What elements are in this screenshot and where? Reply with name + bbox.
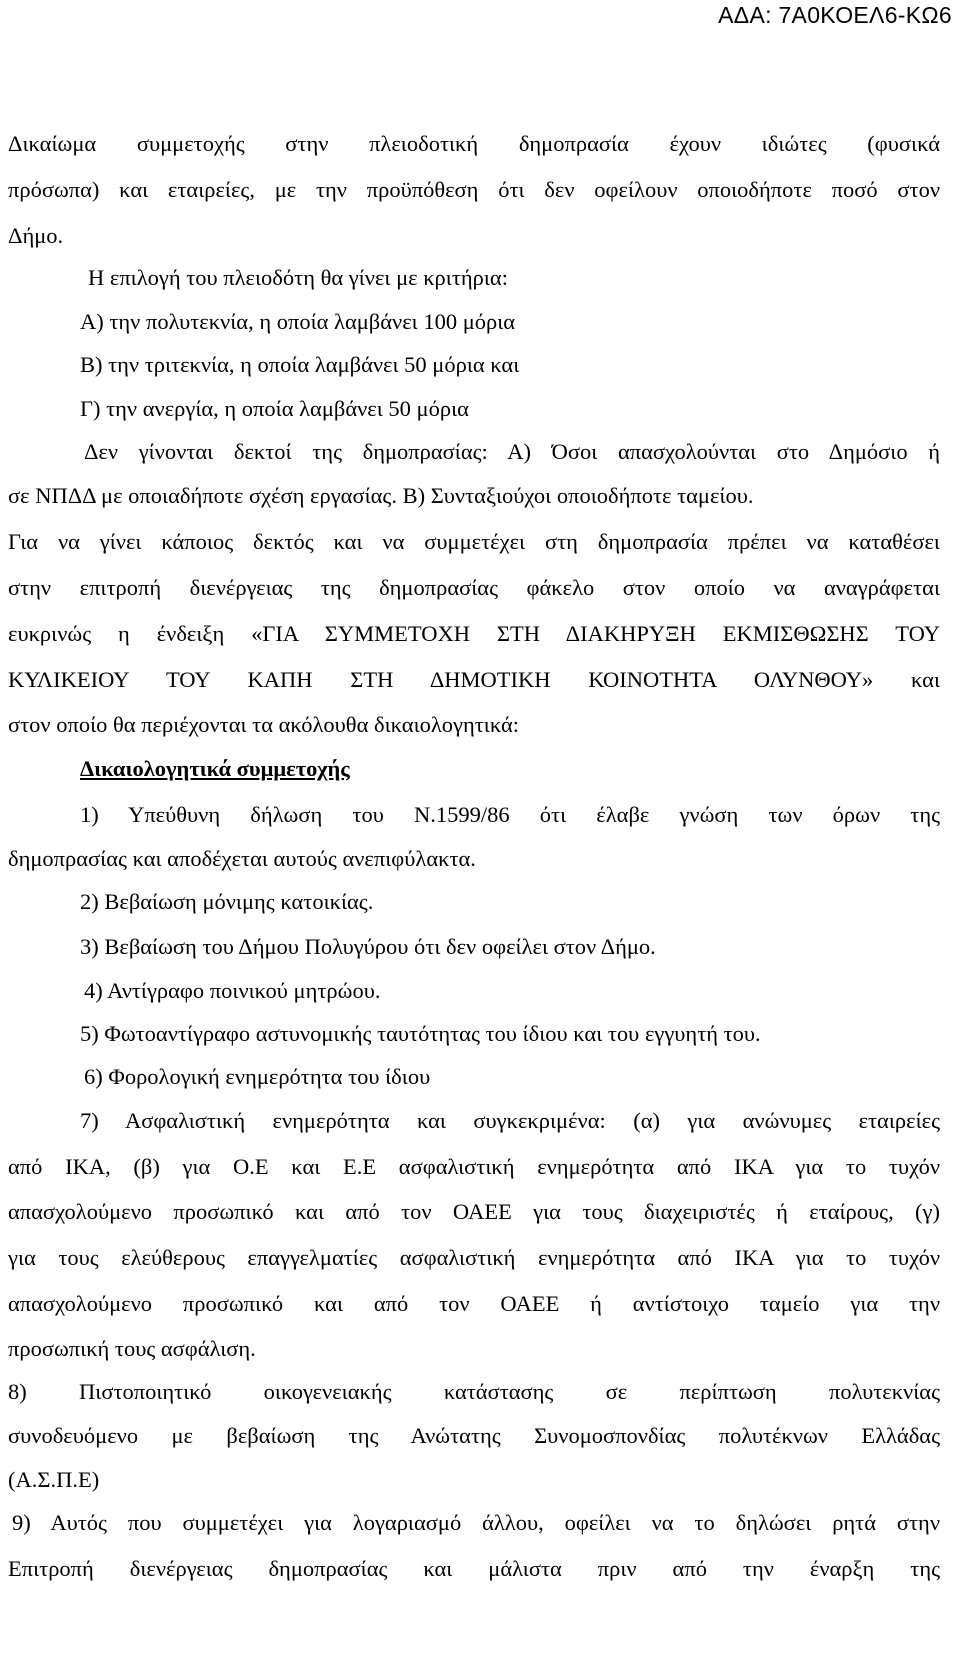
text-line: πρόσωπα) και εταιρείες, με την προϋπόθεση ότι δεν οφείλουν οποιοδήποτε ποσό στον: [8, 177, 940, 202]
text-line: συνοδευόμενο με βεβαίωση της Ανώτατης Συνομοσπονδίας πολυτέκνων Ελλάδας: [8, 1423, 940, 1448]
text-line: 4) Αντίγραφο ποινικού μητρώου.: [84, 978, 381, 1003]
text-line: στον οποίο θα περιέχονται τα ακόλουθα δικαιολογητικά:: [8, 712, 520, 737]
text-line: ευκρινώς η ένδειξη «ΓΙΑ ΣΥΜΜΕΤΟΧΗ ΣΤΗ ΔΙΑΚΗΡΥΞΗ ΕΚΜΙΣΘΩΣΗΣ ΤΟΥ: [8, 621, 940, 646]
text-line: Για να γίνει κάποιος δεκτός και να συμμετέχει στη δημοπρασία πρέπει να καταθέσει: [8, 529, 940, 554]
text-line: στην επιτροπή διενέργειας της δημοπρασίας φάκελο στον οποίο να αναγράφεται: [8, 575, 940, 600]
text-line: για τους ελεύθερους επαγγελματίες ασφαλιστική ενημερότητα από ΙΚΑ για το τυχόν: [8, 1245, 940, 1270]
section-heading: Δικαιολογητικά συμμετοχής: [80, 756, 350, 781]
text-line: 7) Ασφαλιστική ενημερότητα και συγκεκριμένα: (α) για ανώνυμες εταιρείες: [80, 1108, 940, 1133]
text-line: Δικαίωμα συμμετοχής στην πλειοδοτική δημοπρασία έχουν ιδιώτες (φυσικά: [8, 131, 940, 156]
text-line: δημοπρασίας και αποδέχεται αυτούς ανεπιφύλακτα.: [8, 846, 476, 871]
text-line: σε ΝΠΔΔ με οποιαδήποτε σχέση εργασίας. Β) Συνταξιούχοι οποιοδήποτε ταμείου.: [8, 483, 754, 508]
text-line: 8) Πιστοποιητικό οικογενειακής κατάστασης σε περίπτωση πολυτεκνίας: [8, 1379, 940, 1404]
text-line: Επιτροπή διενέργειας δημοπρασίας και μάλιστα πριν από την έναρξη της: [8, 1556, 940, 1581]
text-line: από ΙΚΑ, (β) για Ο.Ε και Ε.Ε ασφαλιστική ενημερότητα από ΙΚΑ για το τυχόν: [8, 1154, 940, 1179]
text-line: 2) Βεβαίωση μόνιμης κατοικίας.: [80, 889, 374, 914]
text-line: 3) Βεβαίωση του Δήμου Πολυγύρου ότι δεν οφείλει στον Δήμο.: [80, 934, 656, 959]
text-line: απασχολούμενο προσωπικό και από τον ΟΑΕΕ ή αντίστοιχο ταμείο για την: [8, 1291, 940, 1316]
text-line: 9) Αυτός που συμμετέχει για λογαριασμό άλλου, οφείλει να το δηλώσει ρητά στην: [12, 1510, 940, 1535]
text-line: Δήμο.: [8, 223, 64, 248]
text-line: Η επιλογή του πλειοδότη θα γίνει με κριτήρια:: [88, 265, 508, 290]
text-line: Β) την τριτεκνία, η οποία λαμβάνει 50 μόρια και: [80, 352, 520, 377]
text-line: ΚΥΛΙΚΕΙΟΥ ΤΟΥ ΚΑΠΗ ΣΤΗ ΔΗΜΟΤΙΚΗ ΚΟΙΝΟΤΗΤΑ ΟΛΥΝΘΟΥ» και: [8, 667, 940, 692]
text-line: απασχολούμενο προσωπικό και από τον ΟΑΕΕ για τους διαχειριστές ή εταίρους, (γ): [8, 1199, 940, 1224]
text-line: 5) Φωτοαντίγραφο αστυνομικής ταυτότητας του ίδιου και του εγγυητή του.: [80, 1021, 761, 1046]
text-line: 1) Υπεύθυνη δήλωση του Ν.1599/86 ότι έλαβε γνώση των όρων της: [80, 802, 940, 827]
text-line: (Α.Σ.Π.Ε): [8, 1467, 100, 1492]
text-line: Γ) την ανεργία, η οποία λαμβάνει 50 μόρια: [80, 396, 469, 421]
text-line: Δεν γίνονται δεκτοί της δημοπρασίας: Α) Όσοι απασχολούνται στο Δημόσιο ή: [84, 439, 940, 464]
text-line: προσωπική τους ασφάλιση.: [8, 1336, 256, 1361]
text-line: Α) την πολυτεκνία, η οποία λαμβάνει 100 μόρια: [80, 309, 516, 334]
text-line: 6) Φορολογική ενημερότητα του ίδιου: [84, 1064, 431, 1089]
ada-header: ΑΔΑ: 7Α0ΚΟΕΛ6-ΚΩ6: [718, 2, 952, 28]
